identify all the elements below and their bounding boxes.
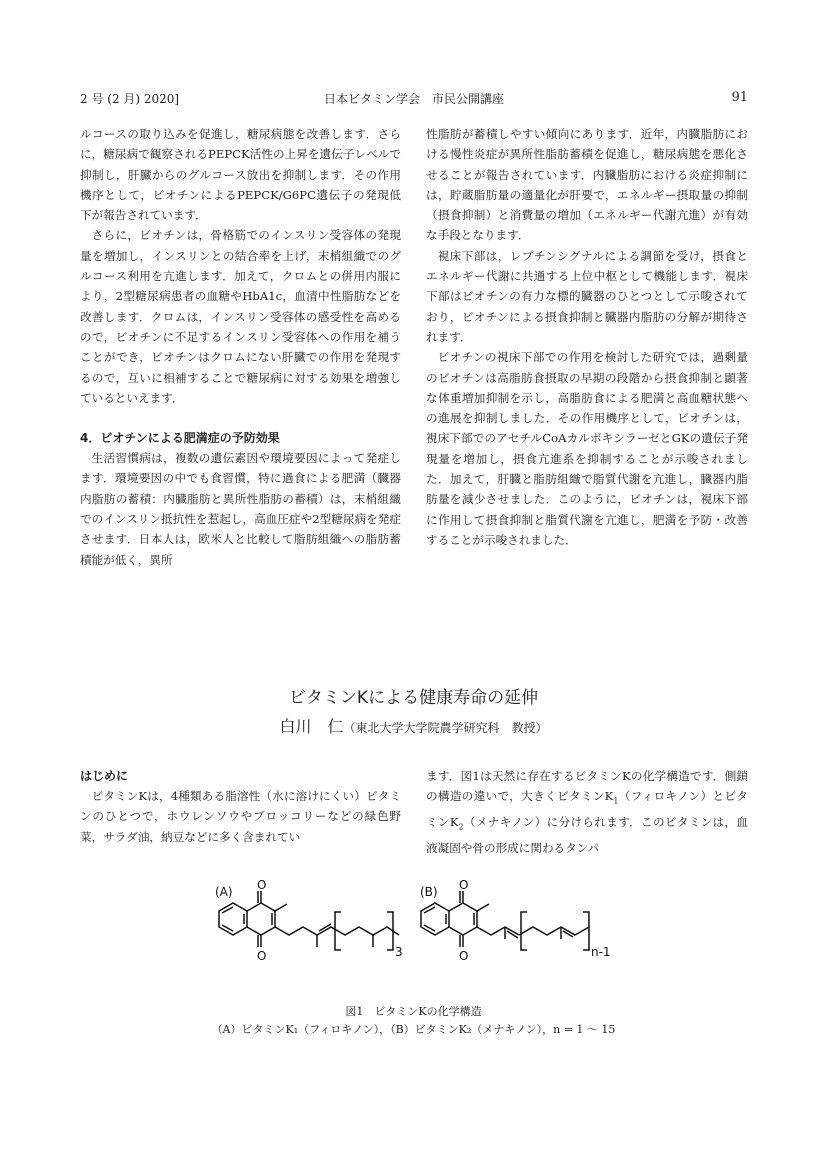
- paragraph: さらに，ビオチンは，骨格筋でのインスリン受容体の発現量を増加し，インスリンとの結合率を上げ，末梢組織でのグルコース利用を亢進します．加えて，クロムとの併用内服により，2型糖尿病患者の血糖やHbA1c，血清中性脂肪などを改善します．クロムは，インスリン受容体の感受性を高めるので，ビオチンに不足するインスリン受容体への作用を補うことができ，ビオチンはクロムにない肝臓での作用を発現するので，互いに相補することで糖尿病に対する効果を増強しているといえます．: [80, 228, 401, 405]
- structure-b: [421, 891, 589, 950]
- atom-o: O: [257, 949, 267, 963]
- page-number: 91: [731, 90, 748, 105]
- paragraph: ビオチンの視床下部での作用を検討した研究では，過剰量のビオチンは高脂肪食摂取の早期の段階から摂食抑制と顕著な体重増加抑制を示し，高脂肪食による肥満と高血糖状態への進展を抑制しました．その作用機序として，ビオチンは，視床下部でのアセチルCoAカルボキシラーゼとGKの遺伝子発現量を増加し，摂食亢進系を抑制することが示唆されました．加えて，肝臓と脂肪組織で脂質代謝を亢進し，臓器内脂肪量を減少させました．このように，ビオチンは，視床下部に作用して摂食抑制と脂質代謝を亢進し，肥満を予防・改善することが示唆されました．: [426, 350, 748, 547]
- author-line: [0, 714, 827, 737]
- issue-label: 2 号 (2 月) 2020]: [80, 92, 180, 106]
- paragraph: ます．図1は天然に存在するビタミンKの化学構造です．側鎖の構造の違いで，大きくビタミン$K_1$（フィロキノン）とビタミン$K_2$（メナキノン）に分けられます．このビタミンは，血液凝固や骨の形成に関わるタンパ: [426, 769, 748, 855]
- column-2: [426, 124, 748, 550]
- atom-o: O: [459, 949, 469, 963]
- journal-title: 日本ビタミン学会 市民公開講座: [323, 92, 504, 106]
- figure-caption-title: 図1 ビタミンKの化学構造: [345, 1005, 482, 1018]
- paragraph: ビタミンKは，4種類ある脂溶性（水に溶けにくい）ビタミンのひとつで，ホウレンソウやブロッコリーなどの緑色野菜，サラダ油，納豆などに多く含まれてい: [80, 789, 401, 844]
- figure-label-b: (B): [420, 885, 438, 899]
- atom-o: O: [459, 878, 469, 892]
- running-header: [80, 90, 748, 108]
- figure-caption-detail: （A）ビタミンK₁（フィロキノン），（B）ビタミンK₂（メナキノン），n = 1 ～ 15: [211, 1023, 616, 1036]
- atom-o: O: [257, 878, 267, 892]
- article-title: ビタミンKによる健康寿命の延伸: [288, 688, 539, 708]
- column-3: [80, 766, 401, 847]
- paragraph: ルコースの取り込みを促進し，糖尿病態を改善します．さらに，糖尿病で観察されるPEPCK活性の上昇を遺伝子レベルで抑制し，肝臓からのグルコース放出を抑制します．その作用機序として，ビオチンによるPEPCK/G6PC遺伝子の発現低下が報告されています．: [80, 127, 401, 223]
- figure-caption: [0, 1003, 827, 1039]
- paragraph: 性脂肪が蓄積しやすい傾向にあります．近年，内臓脂肪における慢性炎症が異所性脂肪蓄積を促進し，糖尿病態を悪化させることが報告されています．内臓脂肪における炎症抑制には，貯蔵脂肪量の適量化が肝要で，エネルギー摂取量の抑制（摂食抑制）と消費量の増加（エネルギー代謝亢進）が有効な手段となります．: [426, 127, 748, 243]
- repeat-count-b: n-1: [591, 945, 611, 959]
- column-1: [80, 124, 401, 570]
- paragraph: 生活習慣病は，複数の遺伝素因や環境要因によって発症します．環境要因の中でも食習慣，特に過食による肥満（臓器内脂肪の蓄積：内臓脂肪と異所性脂肪の蓄積）は，末梢組織でのインスリン抵抗性を惹起し，高血圧症や2型糖尿病を発症させます．日本人は，欧米人と比較して脂肪組織への脂肪蓄積能が低く，異所: [80, 451, 401, 567]
- column-4: [426, 766, 748, 858]
- structure-a: [219, 891, 399, 950]
- figure-label-a: (A): [215, 885, 233, 899]
- author-name: 白川 仁: [279, 717, 344, 736]
- section-heading: はじめに: [80, 769, 129, 783]
- repeat-count-a: 3: [395, 945, 403, 959]
- section-heading: 4．ビオチンによる肥満症の予防効果: [80, 431, 280, 446]
- author-affiliation: （東北大学大学院農学研究科 教授）: [343, 721, 548, 735]
- paragraph: 視床下部は，レプチンシグナルによる調節を受け，摂食とエネルギー代謝に共通する上位中枢として機能します．視床下部はビオチンの有力な標的臓器のひとつとして示唆されており，ビオチンによる摂食抑制と臓器内脂肪の分解が期待されます．: [426, 248, 748, 344]
- vitamin-k-structure-figure: [205, 878, 635, 996]
